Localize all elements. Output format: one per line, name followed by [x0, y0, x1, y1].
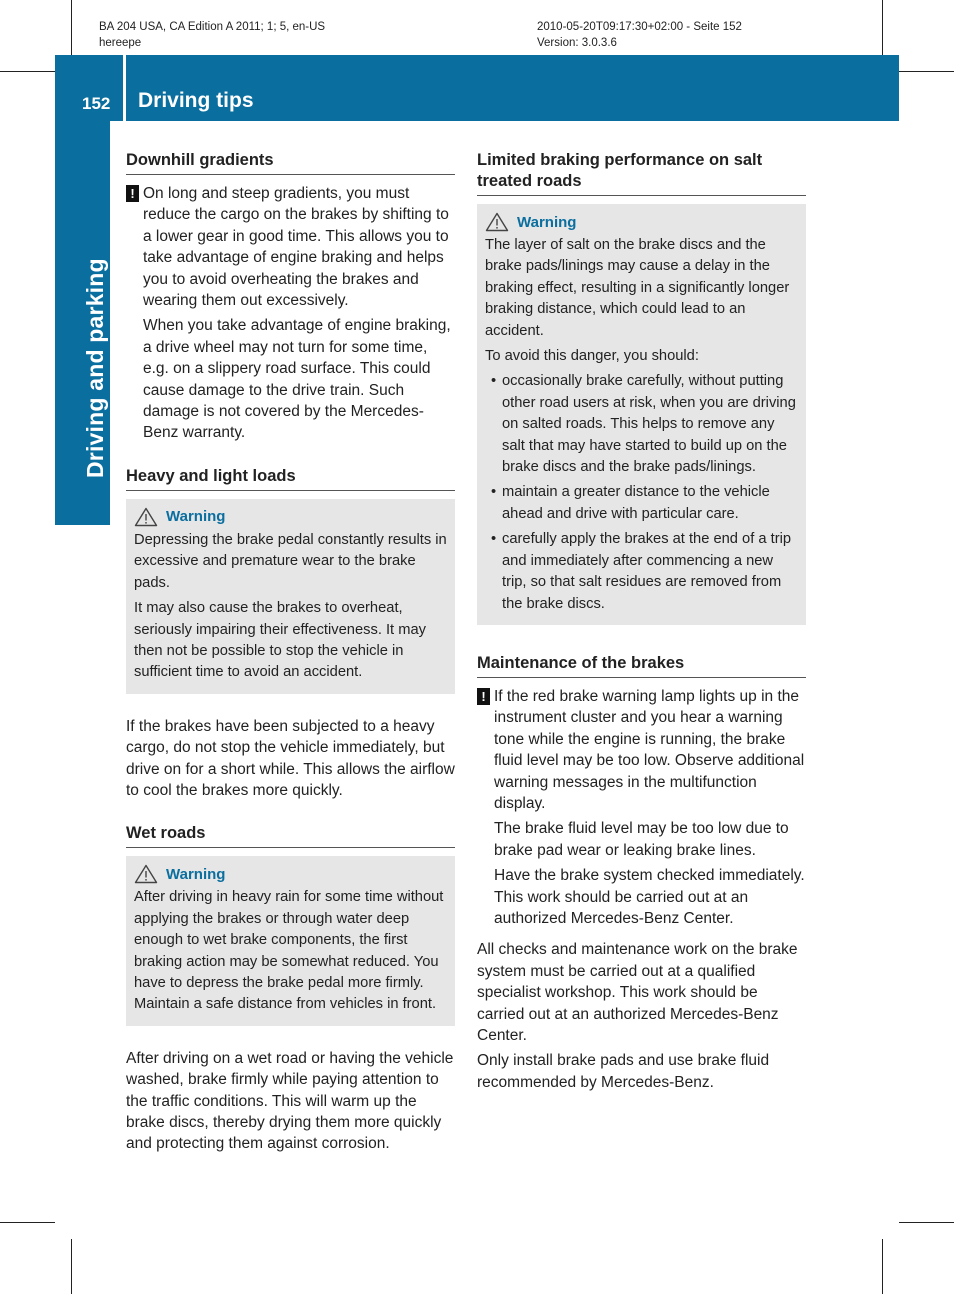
left-column [126, 150, 455, 1159]
section-heading-downhill: Downhill gradients [126, 150, 455, 175]
warning-text: After driving in heavy rain for some time without applying the brakes or through water deep enough to wet brake components, the first braking action may be somewhat reduced. You have to depress the brake pedal more firmly. Maintain a safe distance from vehicles in front. [134, 889, 444, 1013]
note-text: If the red brake warning lamp lights up in the instrument cluster and you hear a warning tone while the engine is running, the brake fluid level may be too low. Observe additional warning messages in the multifunction display. [494, 687, 805, 812]
note-paragraph [126, 183, 455, 311]
right-column [477, 150, 806, 1097]
page-number: 152 [82, 94, 111, 113]
warning-box [477, 204, 806, 625]
warning-header [134, 864, 447, 884]
crop-mark [882, 0, 883, 55]
warning-text: Depressing the brake pedal constantly results in excessive and premature wear to the brake pads. [134, 531, 447, 591]
warning-title: Warning [517, 213, 577, 231]
body-paragraph: Only install brake pads and use brake fluid recommended by Mercedes-Benz. [477, 1052, 770, 1091]
note-paragraph: When you take advantage of engine braking, a drive wheel may not turn for some time, e.g. on a slippery road surface. This could cause damage to the drive train. Such damage is not covered by the Mercedes-Benz warranty. [143, 317, 451, 442]
section-heading-maintenance: Maintenance of the brakes [477, 653, 806, 678]
crop-mark [71, 0, 72, 55]
section-heading-salt: Limited braking performance on salt treated roads [477, 150, 806, 196]
section-heading-wet: Wet roads [126, 823, 455, 848]
spacer [126, 805, 455, 823]
exclamation-icon: ! [126, 185, 139, 202]
crop-mark [899, 71, 954, 72]
warning-text: It may also cause the brakes to overheat, seriously impairing their effectiveness. It may then not be possible to stop the vehicle in sufficient time to avoid an accident. [134, 600, 426, 681]
meta-edition: BA 204 USA, CA Edition A 2011; 1; 5, en-US [99, 21, 326, 33]
chapter-tab-label: Driving and parking [82, 258, 108, 478]
page-title: Driving tips [138, 89, 254, 112]
crop-mark [882, 1239, 883, 1294]
list-item: • maintain a greater distance to the vehicle ahead and drive with particular care. [485, 482, 798, 525]
warning-header [485, 212, 798, 232]
warning-box [126, 856, 455, 1025]
body-paragraph: After driving on a wet road or having the vehicle washed, brake firmly while paying attention to the traffic conditions. This will warm up the brake discs, thereby drying them more quickly and protecting them against corrosion. [126, 1049, 454, 1153]
section-heading-loads: Heavy and light loads [126, 466, 455, 491]
bullet-list [485, 371, 798, 614]
warning-triangle-icon [485, 212, 509, 232]
body-paragraph: All checks and maintenance work on the brake system must be carried out at a qualified specialist workshop. This work should be carried out at an authorized Mercedes-Benz Center. [477, 941, 798, 1044]
crop-mark [899, 1222, 954, 1223]
meta-version: Version: 3.0.3.6 [537, 37, 617, 49]
print-meta-right [537, 19, 742, 51]
note-paragraph: The brake fluid level may be too low due to brake pad wear or leaking brake lines. [494, 820, 789, 859]
warning-triangle-icon [134, 864, 158, 884]
warning-text: To avoid this danger, you should: [485, 348, 699, 365]
warning-header [134, 507, 447, 527]
warning-triangle-icon [134, 507, 158, 527]
note-paragraph: Have the brake system checked immediately. This work should be carried out at an authorized Mercedes-Benz Center. [494, 867, 805, 927]
warning-title: Warning [166, 508, 226, 526]
header-divider [123, 55, 126, 121]
warning-title: Warning [166, 865, 226, 883]
note-paragraph [477, 686, 806, 814]
meta-author: hereepe [99, 37, 142, 49]
spacer [126, 448, 455, 466]
warning-text: The layer of salt on the brake discs and the brake pads/linings may cause a delay in the braking effect, resulting in a significantly longer braking distance, which could lead to an accident. [485, 237, 790, 339]
crop-mark [0, 1222, 55, 1223]
warning-box [126, 499, 455, 694]
list-item: • carefully apply the brakes at the end of a trip and immediately after commencing a new trip, so that salt residues are removed from the brake discs. [485, 529, 798, 615]
list-item: • occasionally brake carefully, without putting other road users at risk, when you are driving on salted roads. This helps to remove any salt that may have started to build up on the brake discs and the brake pads/linings. [485, 371, 798, 478]
print-meta-left [99, 19, 325, 51]
exclamation-icon: ! [477, 688, 490, 705]
crop-mark [71, 1239, 72, 1294]
body-paragraph: If the brakes have been subjected to a heavy cargo, do not stop the vehicle immediately, but drive on for a short while. This allows the airflow to cool the brakes more quickly. [126, 717, 455, 799]
note-text: On long and steep gradients, you must reduce the cargo on the brakes by shifting to a lower gear in good time. This allows you to take advantage of engine braking and helps you to avoid overheating the brakes and wearing them out excessively. [143, 185, 449, 310]
crop-mark [0, 71, 55, 72]
meta-timestamp: 2010-05-20T09:17:30+02:00 - Seite 152 [537, 21, 742, 33]
